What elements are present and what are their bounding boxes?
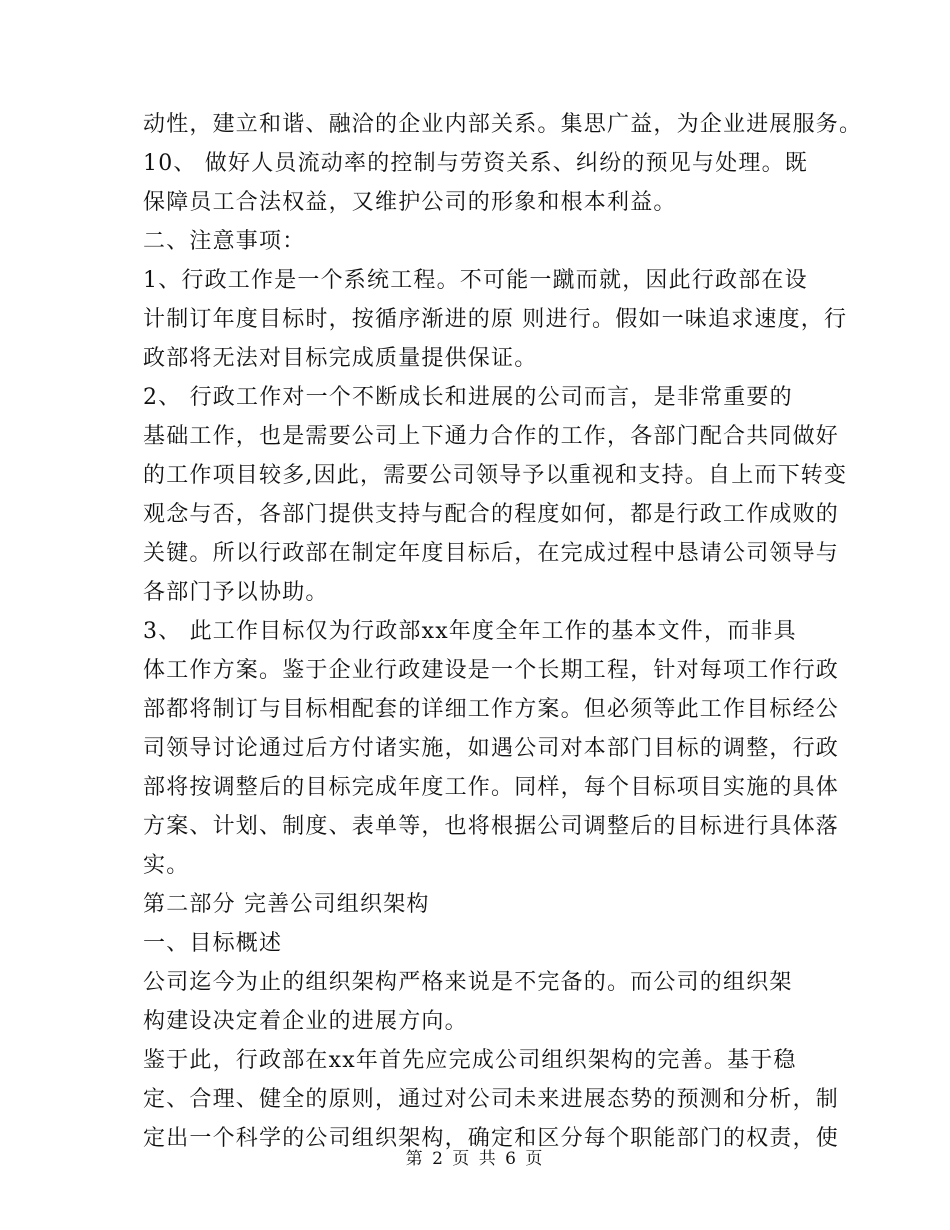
text-line: 构建设决定着企业的进展方向。: [143, 1009, 468, 1034]
text-line: 政部将无法对目标完成质量提供保证。: [143, 346, 538, 371]
page-number-footer: 第 2 页 共 6 页: [405, 1149, 545, 1169]
text-line: 计制订年度目标时，按循序渐进的原 则进行。假如一味追求速度，行: [143, 307, 848, 332]
text-line: 3、 此工作目标仅为行政部xx年度全年工作的基本文件，而非具: [143, 619, 797, 644]
text-line: 部都将制订与目标相配套的详细工作方案。但必须等此工作目标经公: [143, 697, 840, 722]
text-line: 的工作项目较多,因此，需要公司领导予以重视和支持。自上而下转变: [143, 463, 848, 488]
text-line: 司领导讨论通过后方付诸实施，如遇公司对本部门目标的调整，行政: [143, 736, 840, 761]
text-line: 基础工作，也是需要公司上下通力合作的工作，各部门配合共同做好: [143, 424, 840, 449]
text-line: 1、行政工作是一个系统工程。不可能一蹴而就，因此行政部在设: [143, 268, 808, 293]
text-line: 公司迄今为止的组织架构严格来说是不完备的。而公司的组织架: [143, 970, 793, 995]
part-heading: 第二部分 完善公司组织架构: [143, 892, 430, 917]
text-line: 方案、计划、制度、表单等，也将根据公司调整后的目标进行具体落: [143, 814, 840, 839]
text-line: 2、 行政工作对一个不断成长和进展的公司而言，是非常重要的: [143, 385, 793, 410]
text-line: 观念与否，各部门提供支持与配合的程度如何，都是行政工作成败的: [143, 502, 840, 527]
text-line: 体工作方案。鉴于企业行政建设是一个长期工程，针对每项工作行政: [143, 658, 840, 683]
text-line: 定出一个科学的公司组织架构，确定和区分每个职能部门的权责，使: [143, 1126, 840, 1151]
text-line: 动性，建立和谐、融洽的企业内部关系。集思广益，为企业进展服务。: [143, 112, 863, 137]
text-line: 保障员工合法权益，又维护公司的形象和根本利益。: [143, 190, 677, 215]
text-line: 实。: [143, 853, 190, 878]
text-line: 定、合理、健全的原则，通过对公司未来进展态势的预测和分析，制: [143, 1087, 840, 1112]
text-line: 10、 做好人员流动率的控制与劳资关系、纠纷的预见与处理。既: [143, 151, 808, 176]
text-line: 部将按调整后的目标完成年度工作。同样，每个目标项目实施的具体: [143, 775, 840, 800]
text-line: 鉴于此，行政部在xx年首先应完成公司组织架构的完善。基于稳: [143, 1048, 797, 1073]
section-heading: 二、注意事项：: [143, 229, 306, 254]
text-line: 关键。所以行政部在制定年度目标后，在完成过程中恳请公司领导与: [143, 541, 840, 566]
text-line: 各部门予以协助。: [143, 580, 329, 605]
section-heading: 一、目标概述: [143, 931, 283, 956]
